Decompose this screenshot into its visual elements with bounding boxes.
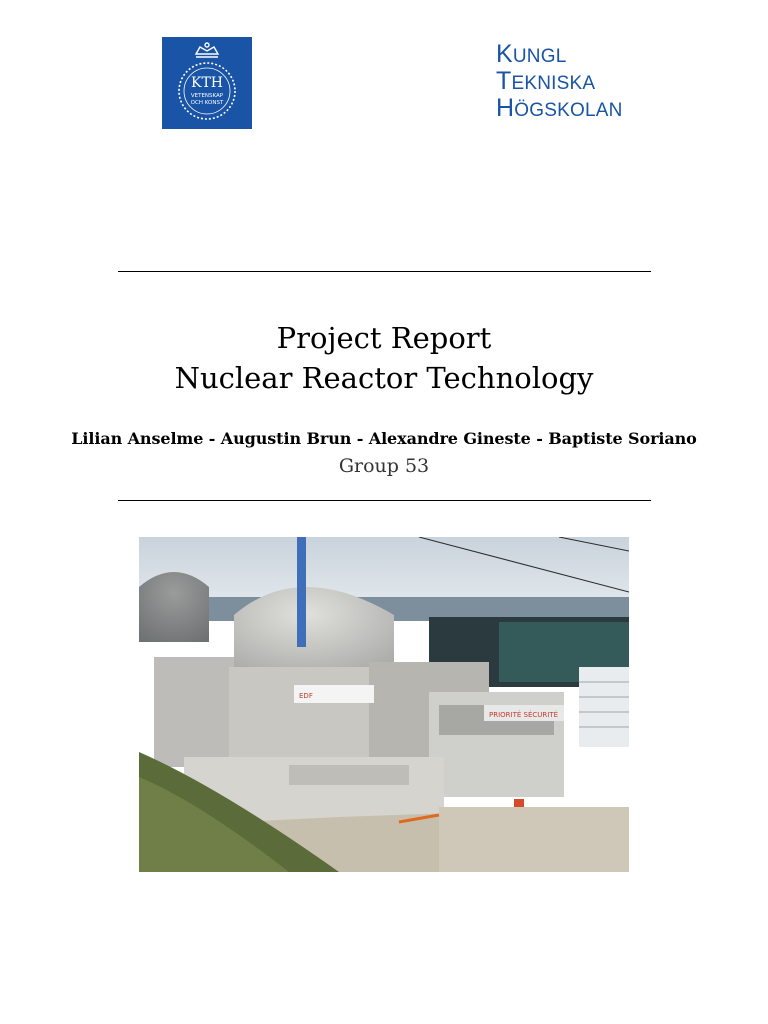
title-line-2: Nuclear Reactor Technology — [174, 361, 594, 395]
nuclear-plant-photo — [139, 537, 629, 872]
kth-logo — [162, 37, 252, 129]
wordmark-line-1: KUNGL — [496, 40, 567, 68]
wordmark-line-2: TEKNISKA — [496, 67, 596, 95]
logo-abbrev: KTH — [190, 75, 224, 91]
title-line-1: Project Report — [276, 321, 492, 355]
authors: Lilian Anselme - Augustin Brun - Alexandre Gineste - Baptiste Soriano — [71, 429, 697, 448]
photo-banner-left: EDF — [299, 692, 313, 700]
photo-banner-right: PRIORITÉ SÉCURITÉ — [489, 711, 559, 719]
logo-motto-line1: VETENSKAP — [190, 93, 224, 99]
title-block — [0, 318, 768, 398]
bottom-rule — [118, 500, 651, 501]
top-rule — [118, 271, 651, 272]
institution-wordmark — [496, 42, 623, 123]
logo-motto-line2: OCH KONST — [190, 100, 224, 106]
wordmark-line-3: HÖGSKOLAN — [496, 94, 623, 122]
group-label: Group 53 — [338, 455, 430, 477]
